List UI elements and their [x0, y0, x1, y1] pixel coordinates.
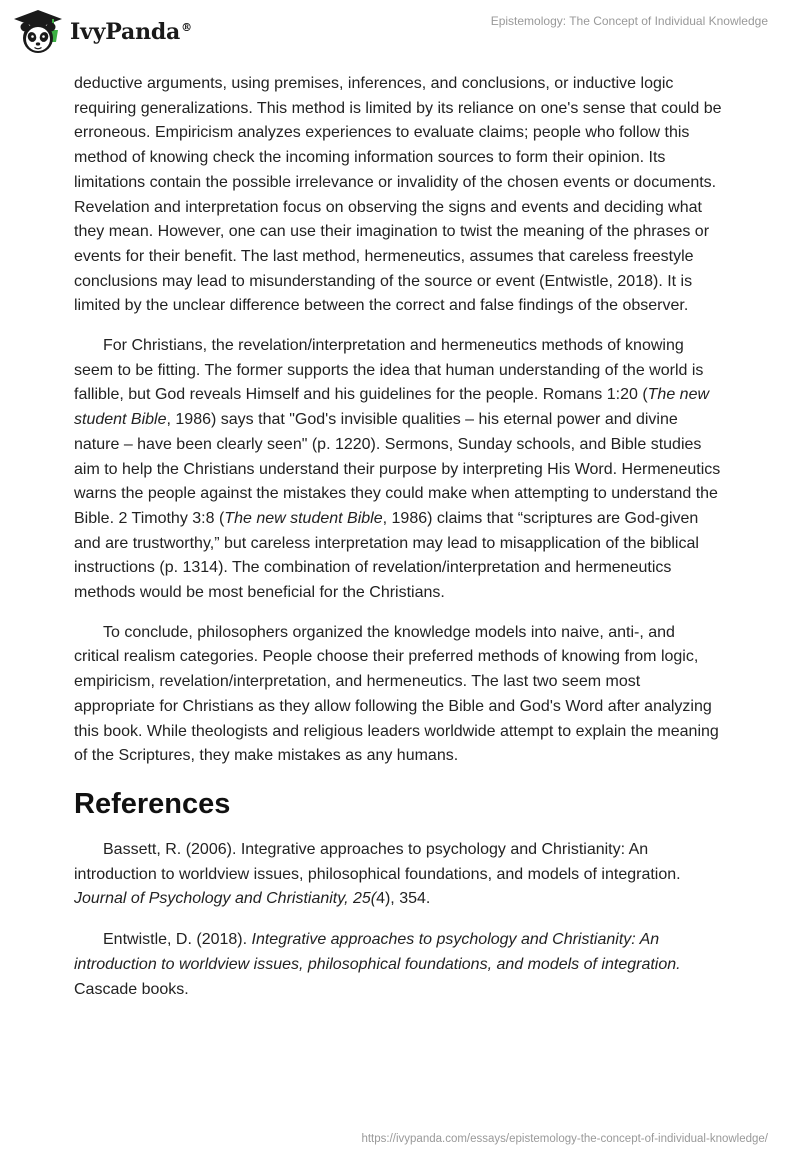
- page-header: [0, 0, 800, 70]
- references-heading: References: [74, 787, 231, 820]
- paragraph-christians-text-3: , 1986) claims that “scriptures are God-given and are trustworthy,” but careless interpretation may lead to misapplication of the biblical instructions (p. 1314). The combination of revelation/interpretation and hermeneutics methods would be most beneficial for the Christians.: [74, 509, 699, 602]
- registered-mark: ®: [181, 20, 192, 34]
- paragraph-methods: deductive arguments, using premises, inferences, and conclusions, or inductive logic requiring generalizations. This method is limited by its reliance on one's sense that could be erroneous. Empiricism analyzes experiences to evaluate claims; people who follow this method of knowing check the incoming information sources to form their opinion. Its limitations contain the possible irrelevance or invalidity of the chosen events or documents. Revelation and interpretation focus on observing the signs and events and deciding what they mean. However, one can use their imagination to twist the meaning of the phrases or events for their benefit. The last method, hermeneutics, assumes that careless freestyle conclusions may lead to misunderstanding of the source or event (Entwistle, 2018). It is limited by the unclear difference between the correct and false findings of the observer.: [74, 75, 722, 315]
- reference-entwistle-tail: Cascade books.: [74, 980, 189, 998]
- panda-graduate-icon: [12, 8, 64, 56]
- bible-citation-title: The new student Bible: [74, 386, 710, 429]
- reference-entwistle-text: Entwistle, D. (2018).: [103, 931, 252, 949]
- paragraph-christians-text-1: For Christians, the revelation/interpretation and hermeneutics methods of knowing seem to be fitting. The former supports the idea that human understanding of the world is fallible, but God reveals Himself and his guidelines for the people. Romans 1:20 (: [74, 337, 704, 404]
- paragraph-christians: [74, 334, 724, 606]
- reference-entry: [74, 838, 724, 912]
- reference-bassett-journal: Journal of Psychology and Christianity, 25(: [74, 890, 377, 908]
- bible-citation-title: The new student Bible: [224, 509, 383, 527]
- source-url[interactable]: https://ivypanda.com/essays/epistemology-the-concept-of-individual-knowledge/: [361, 1133, 768, 1145]
- ivypanda-logo[interactable]: [12, 8, 192, 56]
- logo-text: IvyPanda®: [70, 19, 192, 45]
- paragraph-conclusion: To conclude, philosophers organized the knowledge models into naive, anti-, and critical realism categories. People choose their preferred methods of knowing from logic, empiricism, revelation/interpretation, and hermeneutics. The last two seem most appropriate for Christians as they allow following the Bible and God's Word after analyzing this book. While theologists and religious leaders worldwide attempt to explain the meaning of the Scriptures, they make mistakes as any humans.: [74, 623, 719, 765]
- reference-entwistle-title: Integrative approaches to psychology and Christianity: An introduction to worldview issues, philosophical foundations, and models of integration.: [74, 931, 681, 973]
- reference-bassett-tail: 4), 354.: [376, 890, 431, 908]
- document-title: Epistemology: The Concept of Individual Knowledge: [490, 14, 768, 28]
- paragraph-christians-text-2: , 1986) says that "God's invisible qualities – his eternal power and divine nature – have been clearly seen" (p. 1220). Sermons, Sunday schools, and Bible studies aim to help the Christians understand their purpose by interpreting His Word. Hermeneutics warns the people against the mistakes they could make when attempting to understand the Bible. 2 Timothy 3:8 (: [74, 411, 721, 527]
- essay-content: [74, 72, 724, 1002]
- reference-entry: [74, 928, 724, 1002]
- reference-bassett-text: Bassett, R. (2006). Integrative approaches to psychology and Christianity: An introduction to worldview issues, philosophical foundations, and models of integration.: [74, 840, 681, 883]
